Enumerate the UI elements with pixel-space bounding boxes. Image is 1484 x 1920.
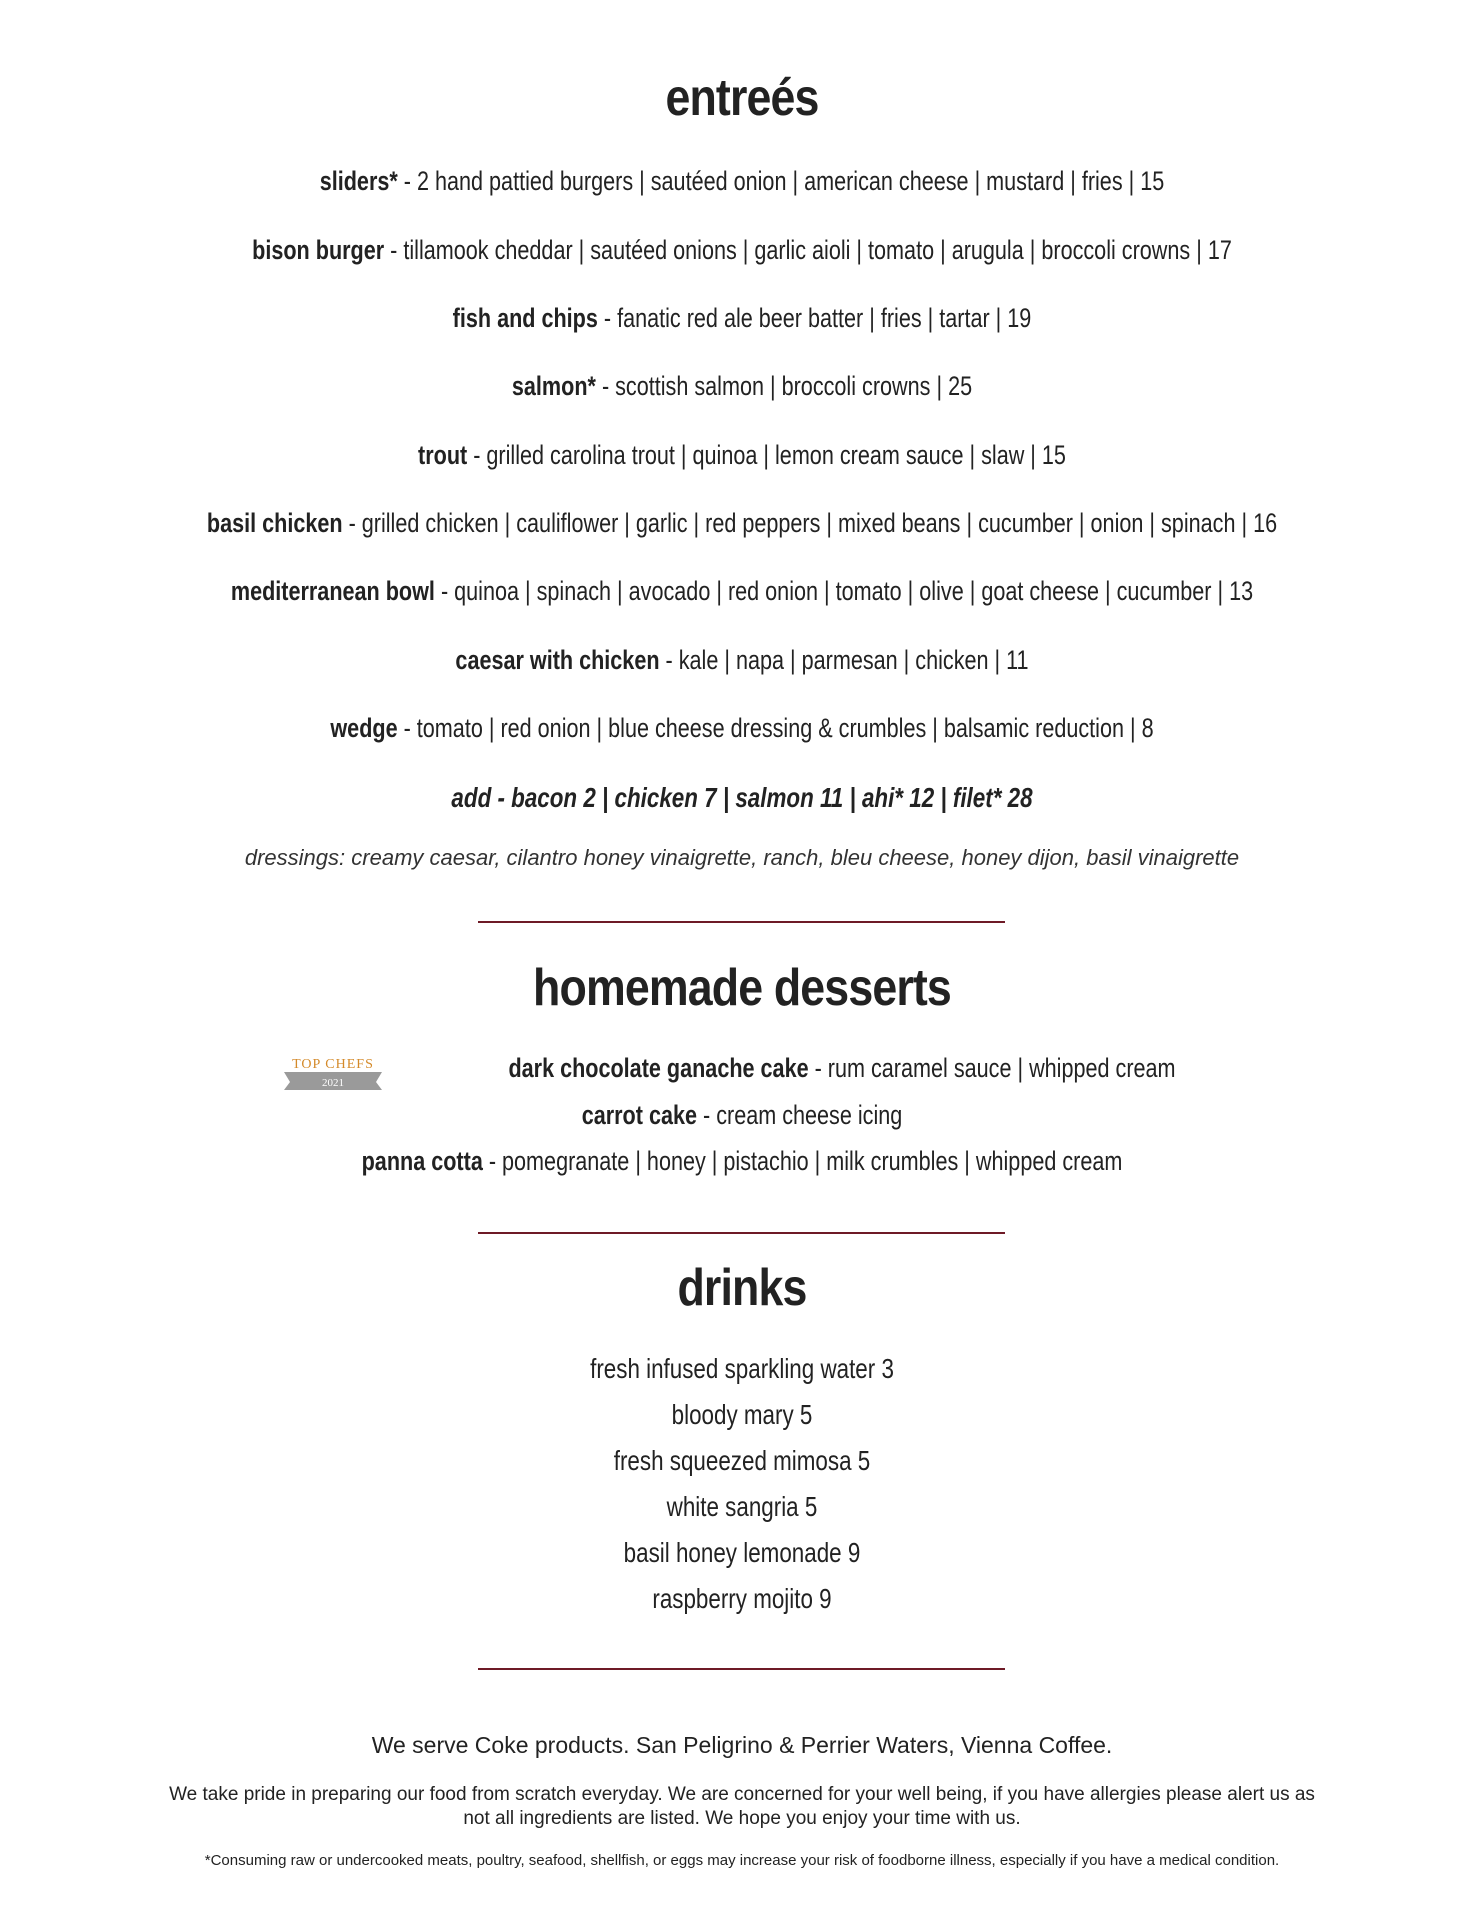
item-desc: - grilled chicken | cauliflower | garlic | red peppers | mixed beans | cucumber | onion | spinach | 16 (342, 508, 1278, 538)
drink-item: white sangria 5 (666, 1491, 818, 1522)
dressings-list: creamy caesar, cilantro honey vinaigrette, ranch, bleu cheese, honey dijon, basil vinaigrette (345, 845, 1240, 870)
section-divider (478, 1232, 1005, 1234)
item-name: panna cotta (361, 1146, 483, 1176)
item-name: mediterranean bowl (230, 576, 435, 606)
entree-caesar-with-chicken (148, 645, 1335, 676)
item-desc: - kale | napa | parmesan | chicken | 11 (659, 645, 1029, 675)
drinks-title: drinks (677, 1259, 807, 1317)
dessert-ganache-cake (248, 1053, 1435, 1084)
desserts-title: homemade desserts (533, 959, 951, 1017)
drink-item: raspberry mojito 9 (652, 1583, 832, 1614)
item-desc: - rum caramel sauce | whipped cream (808, 1053, 1176, 1083)
item-desc: - tomato | red onion | blue cheese dressing & crumbles | balsamic reduction | 8 (397, 713, 1154, 743)
entree-sliders (148, 166, 1335, 197)
item-name: salmon* (511, 371, 596, 401)
entree-wedge (148, 713, 1335, 744)
entree-addons: add - bacon 2 | chicken 7 | salmon 11 | ahi* 12 | filet* 28 (451, 782, 1033, 813)
food-safety-disclaimer: *Consuming raw or undercooked meats, poultry, seafood, shellfish, or eggs may increase your risk of foodborne illness, especially if you have a medical condition. (204, 1852, 1280, 1869)
entree-bison-burger (148, 235, 1335, 266)
item-desc: - pomegranate | honey | pistachio | milk crumbles | whipped cream (482, 1146, 1123, 1176)
item-desc: - 2 hand pattied burgers | sautéed onion | american cheese | mustard | fries | 15 (397, 166, 1165, 196)
drink-item: fresh infused sparkling water 3 (590, 1353, 894, 1384)
section-divider (478, 1668, 1005, 1670)
badge-top-text: TOP CHEFS (292, 1057, 374, 1072)
item-name: trout (418, 440, 468, 470)
item-name: fish and chips (452, 303, 598, 333)
item-name: caesar with chicken (455, 645, 660, 675)
item-name: carrot cake (581, 1100, 697, 1130)
products-note: We serve Coke products. San Peligrino & Perrier Waters, Vienna Coffee. (371, 1732, 1113, 1758)
item-name: bison burger (252, 235, 385, 265)
item-desc: - grilled carolina trout | quinoa | lemon cream sauce | slaw | 15 (467, 440, 1066, 470)
drink-item: bloody mary 5 (671, 1399, 813, 1430)
item-name: dark chocolate ganache cake (508, 1053, 809, 1083)
item-desc: - scottish salmon | broccoli crowns | 25 (595, 371, 973, 401)
dressings-label: dressings: (244, 845, 346, 870)
item-name: basil chicken (206, 508, 343, 538)
item-desc: - tillamook cheddar | sautéed onions | garlic aioli | tomato | arugula | broccoli crowns | 17 (384, 235, 1232, 265)
entree-basil-chicken (148, 508, 1335, 539)
entree-trout (148, 440, 1335, 471)
item-desc: - fanatic red ale beer batter | fries | tartar | 19 (597, 303, 1032, 333)
item-name: sliders* (319, 166, 398, 196)
entree-salmon (148, 371, 1335, 402)
dessert-carrot-cake (148, 1100, 1335, 1131)
badge-year-text: 2021 (322, 1077, 344, 1089)
entree-fish-and-chips (148, 303, 1335, 334)
dessert-panna-cotta (148, 1146, 1335, 1177)
section-divider (478, 921, 1005, 923)
dressings-line (0, 845, 1484, 871)
entree-mediterranean-bowl (148, 576, 1335, 607)
drink-item: basil honey lemonade 9 (623, 1537, 861, 1568)
pride-note-line1: We take pride in preparing our food from scratch everyday. We are concerned for your well being, if you have allergies please alert us as (169, 1784, 1315, 1805)
pride-note-line2: not all ingredients are listed. We hope you enjoy your time with us. (463, 1808, 1021, 1829)
drink-item: fresh squeezed mimosa 5 (613, 1445, 871, 1476)
entrees-title: entreés (665, 69, 819, 127)
item-desc: - cream cheese icing (697, 1100, 903, 1130)
item-desc: - quinoa | spinach | avocado | red onion | tomato | olive | goat cheese | cucumber | 13 (434, 576, 1254, 606)
item-name: wedge (330, 713, 398, 743)
